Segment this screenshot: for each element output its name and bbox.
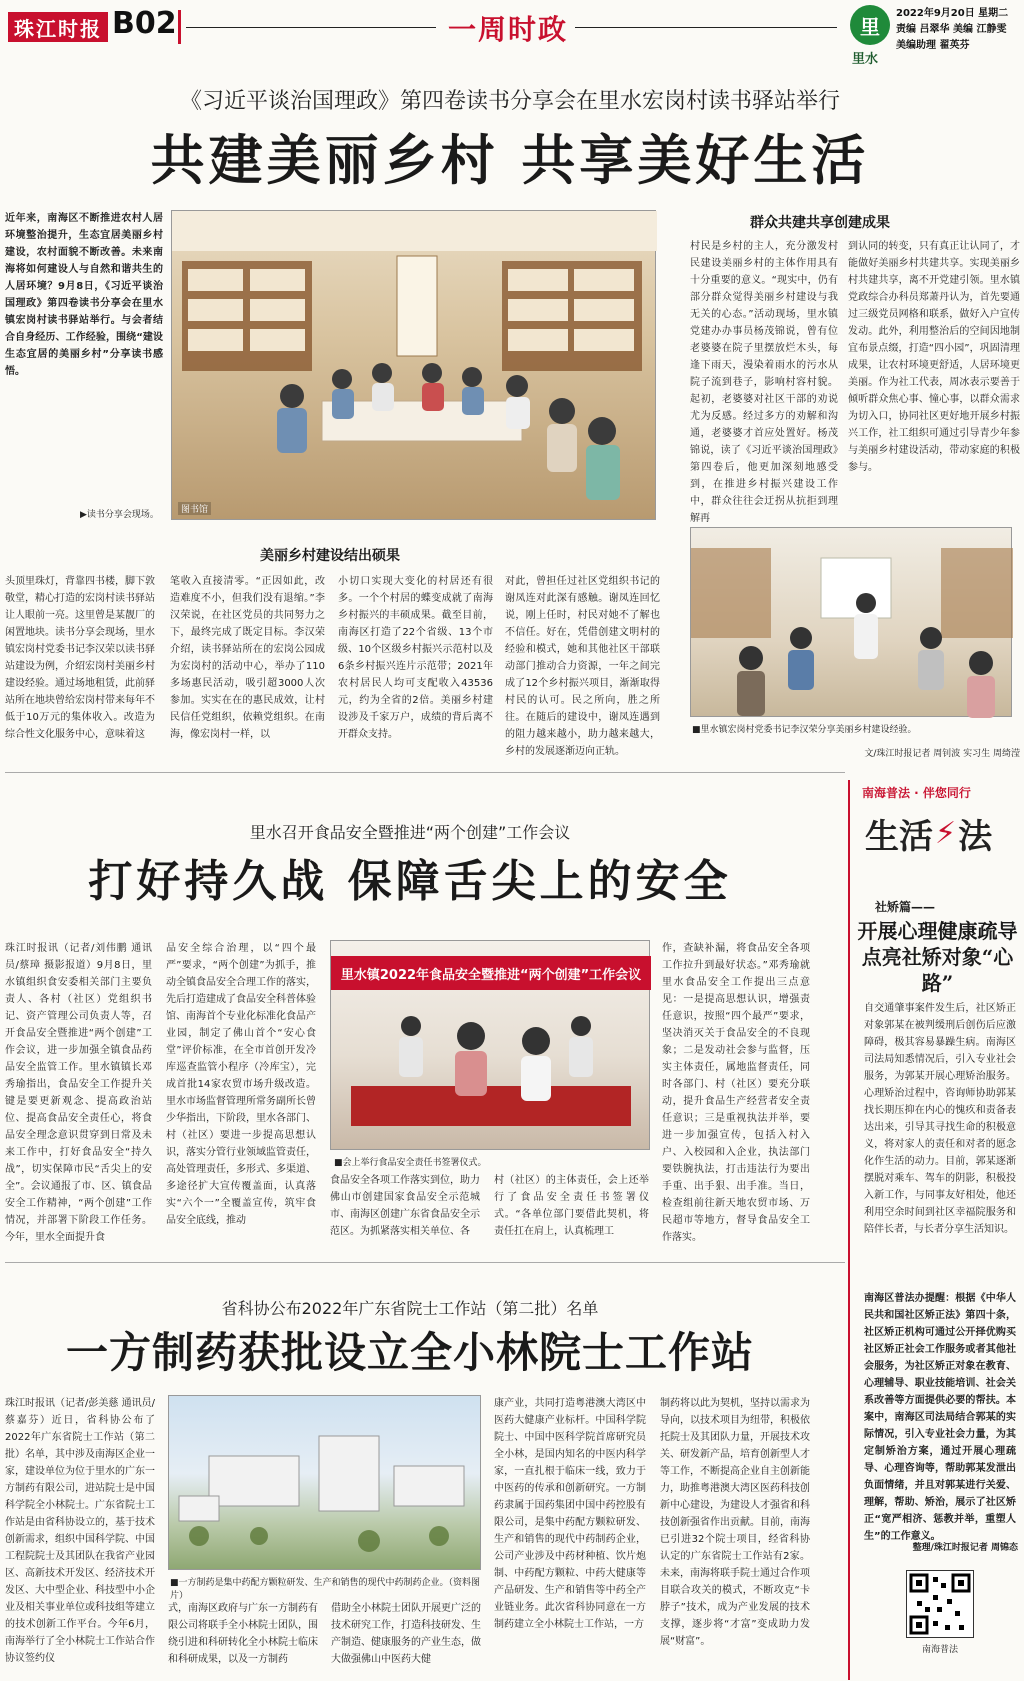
story1-right-subheading: 群众共建共享创建成果 bbox=[750, 215, 890, 231]
reading-session-photo bbox=[171, 210, 656, 520]
section-title: 一周时政 bbox=[448, 13, 569, 46]
signing-ceremony-illustration bbox=[331, 991, 651, 1151]
story3-col3: 康产业，共同打造粤港澳大湾区中医药大健康产业标杆。中国科学院院士、中国中医科学院首席研究员全小林，是国内知名的中医内科学家，一直扎根于临床一线，致力于中医药的传承和创新研究。一方制药隶属于国药集团中国中药控股有限公司，是集中药配方颗粒研发、生产和销售的现代中药制药企业，公司产业涉及中药材种植、饮片炮制、中药配方颗粒、中药大健康等产品研发、生产和销售等中药全产业链业务。此次省科协同意在一方制药建立全小林院士工作站，一方 bbox=[494, 1398, 646, 1630]
factory-campus-illustration bbox=[169, 1396, 482, 1571]
logo-law-text: 法 bbox=[958, 816, 993, 857]
library-sign: 图书馆 bbox=[178, 502, 211, 515]
story2-col2: 品安全综合治理，以“四个最严”要求，“两个创建”为抓手，推动全镇食品安全合理工作的落实，先后打造建成了食品安全科普体验馆、南海首个专业化标准化食品产业园，制定了佛山首个“安心食堂”评价标准，在全市首创开发冷库巡查监管小程序（冷库宝），完成首批14家农贸市场升级改造。里水市场监督管理所常务副所长曾少华指出，下阶段，里水各部门、村（社区）要进一步提高思想认识，落实分管行业领域监管责任，高处管理责任，多形式、多渠道、多途径扩大宣传覆盖面，认真落实“六个一”全覆盖宣传，筑牢食品安全底线，推动 bbox=[166, 943, 316, 1226]
reading-room-illustration bbox=[172, 211, 657, 521]
story1-mid-col4: 对此，曾担任过社区党组织书记的谢凤连对此深有感触。谢凤连回忆说，刚上任时，村民对她不了解也不信任。好在，凭借创建文明村的经验和模式，她和其他社区干部联动部门推动合力资源，一年之间完成了12个乡村振兴项目，渐渐取得村民的认可。民之所向，胜之所往。在随后的建设中，谢凤连遇到的阻力越来越小，助力越来越大，乡村的发展逐渐迈向正轨。 bbox=[505, 576, 660, 757]
qr-caption: 南海普法 bbox=[921, 1645, 958, 1655]
food-safety-photo-caption: ■会上举行食品安全责任书签署仪式。 bbox=[334, 1158, 487, 1168]
photo1-caption: ▶读书分享会现场。 bbox=[80, 510, 159, 520]
issue-date: 2022年9月20日 星期二 bbox=[896, 8, 1009, 19]
qr-code-icon[interactable] bbox=[906, 1570, 974, 1638]
food-safety-meeting-photo bbox=[330, 940, 650, 1150]
party-secretary-photo bbox=[690, 527, 1012, 717]
story2-kicker: 里水召开食品安全暨推进“两个创建”工作会议 bbox=[249, 823, 571, 842]
liShui-emblem-icon: 里 bbox=[850, 5, 890, 45]
lightning-icon: ⚡ bbox=[935, 815, 957, 851]
qr-pattern bbox=[907, 1571, 973, 1637]
story2-col3: 食品安全各项工作落实到位，助力佛山市创建国家食品安全示范城市、南海区创建广东省食品安全示范区。为抓紧落实相关单位、各 bbox=[330, 1175, 480, 1237]
story1-byline: 文/珠江时报记者 周钊波 实习生 周绮滢 bbox=[864, 749, 1020, 759]
story1-mid-subheading: 美丽乡村建设结出硕果 bbox=[260, 548, 400, 564]
sidebar-tag: 南海普法 · 伴您同行 bbox=[862, 786, 971, 800]
issue-meta bbox=[896, 6, 1021, 54]
story2-headline: 打好持久战 保障舌尖上的安全 bbox=[88, 856, 732, 907]
story2-col4: 作，查缺补漏，将食品安全各项工作拉升到最好状态。”邓秀瑜就里水食品安全工作提出三点意见：一是提高思想认识，增强责任意识，按照“四个最严”要求，坚决消灭关于食品安全的不良现象；二是发动社会参与监督，压实主体责任，属地监督责任，同时各部门、村（社区）要充分联动，提升食品生产经营者安全责任意识；三是重视执法并举，要进一步加强宣传，包括入村入户、入校园和入企业，执法部门要铁腕执法，打击违法行为要出手重、出手狠、出手准。当日，检查组前往新天地农贸市场、万民超市等地方，督导食品安全工作落实。 bbox=[662, 943, 810, 1243]
assistant-credit: 美编助理 翟英芬 bbox=[896, 40, 970, 51]
story3-col2b: 借助全小林院士团队开展更广泛的技术研究工作，打造科技研发、生产制造、健康服务的产业生态，做大做强佛山中医药大健 bbox=[331, 1603, 481, 1665]
sidebar-credit: 整理/珠江时报记者 周锦态 bbox=[912, 1543, 1018, 1553]
story-divider-2 bbox=[5, 1262, 845, 1263]
story1-mid-col3: 小切口实现大变化的村居还有很多。一个个村居的蝶变成就了南海乡村振兴的丰硕成果。截至目前，南海区打造了22个省级、13个市级、10个区级乡村振兴示范村以及6条乡村振兴连片示范带；2021年农村居民人均可支配收入43536元，约为全省的2倍。美丽乡村建设涉及千家万户，成绩的背后离不开群众支持。 bbox=[338, 576, 493, 740]
page-number: B02 bbox=[112, 6, 177, 41]
story3-kicker: 省科协公布2022年广东省院士工作站（第二批）名单 bbox=[221, 1299, 599, 1318]
story1-mid-col2: 笔收入直接清零。“正因如此，改造难度不小，但我们没有退缩。”李汉荣说，在社区党员的共同努力之下，最终完成了既定目标。李汉荣介绍，读书驿站所在的宏岗公园成为宏岗村的活动中心，举办了110多场惠民活动，吸引超3000人次参加。实实在在的惠民成效，让村民信任党组织，依赖党组织。在南海，像宏岗村一样，以 bbox=[170, 576, 325, 740]
story3-col1: 珠江时报讯（记者/彭美慈 通讯员/蔡嘉芬）近日，省科协公布了2022年广东省院士工作站（第二批）名单，其中涉及南海区企业一家，建设单位为位于里水的广东一方制药有限公司，进站院士是中国科学院全小林院士。广东省院士工作站是由省科协设立的，基于技术创新需求，组织中国科学院、中国工程院院士及其团队在我省产业园区、高新技术开发区、经济技术开发区、大中型企业、科技型中小企业及相关事业单位或科技组等建立的技术创新工作平台。今年6月，南海举行了全小林院士工作站合作协议签约仪 bbox=[5, 1398, 155, 1664]
story1-right-col1: 村民是乡村的主人，充分激发村民建设美丽乡村的主体作用具有十分重要的意义。“现实中，仍有部分群众觉得美丽乡村建设与我无关的心态。”活动现场，里水镇党建办办事员杨茂锦说，曾有位老婆婆在院子里摆放烂木头，每逢下雨天，漫染着雨水的污水从院子流到巷子，影响村容村貌。起初，老婆婆对社区干部的劝说尤为反感。经过多方的劝解和沟通，老婆婆才首应处置好。杨茂锦说，读了《习近平谈治国理政》第四卷后，他更加深刻地感受到，在推进乡村振兴建设工作中，群众往往会迂拐从抗拒到理解再 bbox=[690, 241, 838, 524]
masthead-rule-left bbox=[186, 27, 436, 28]
sidebar-headline: 开展心理健康疏导 点亮社矫对象“心路” bbox=[857, 919, 1018, 995]
meeting-banner: 里水镇2022年食品安全暨推进“两个创建”工作会议 bbox=[331, 956, 651, 990]
story1-headline: 共建美丽乡村 共享美好生活 bbox=[150, 128, 870, 192]
editor-credit: 责编 吕翠华 美编 江静雯 bbox=[896, 24, 1007, 35]
story3-col4: 制药将以此为契机，坚持以需求为导向，以技术项目为纽带，积极依托院士及其团队力量，开展技术攻关、研发新产品，培育创新型人才等工作，不断提高企业自主创新能力，助推粤港澳大湾区医药科技创新中心建设，为建设人才强省和科技创新强省作出贡献。目前，南海已引进32个院士项目，经省科协认定的广东省院士工作站有2家。未来，南海将联手院士通过合作项目联合攻关的模式，不断攻克“卡脖子”技术，成为产业发展的技术支撑，逐步将“才富”变成助力发展“财富”。 bbox=[660, 1398, 810, 1647]
story1-mid-col1: 头顶里珠灯，背靠四书楼，脚下敦敬堂，精心打造的宏岗村读书驿站让人眼前一亮。这里曾是某靓厂的闲置地块。读书分享会现场，里水镇宏岗村党委书记李汉荣以读书驿站建设为例，介绍宏岗村美丽乡村建设经验。通过场地租赁，此前驿站所在地块曾给宏岗村带来每年不低于10万元的集体收入。改造为综合性文化服务中心，意味着这 bbox=[5, 576, 155, 740]
logo-life-text: 生活 bbox=[865, 816, 933, 857]
story3-col2: 式，南海区政府与广东一方制药有限公司将联手全小林院士团队，围绕引进和科研转化全小林院士临床和科研成果，以及一方制药 bbox=[168, 1603, 318, 1665]
emblem-name: 里水 bbox=[852, 52, 879, 67]
story1-right-col2: 到认同的转变，只有真正让认同了，才能做好美丽乡村共建共享。实现美丽乡村共建共享，离不开党建引领。里水镇党政综合办科员郑萧丹认为，首先要通过三级党员网格和联系，做好入户宣传发动。此外，利用整治后的空间因地制宜布景点缀，打造“四小园”，巩固清理成果，让农村环境更舒适，人居环境更美丽。作为社工代表，周冰表示要善于倾听群众焦心事、憧心事，以群众需求为切入口，协同社区更好地开展乡村振兴工作，社工组织可通过引导青少年参与美丽乡村建设活动，带动家庭的积极参与。 bbox=[848, 241, 1020, 473]
photo2-caption: ■里水镇宏岗村党委书记李汉荣分享美丽乡村建设经验。 bbox=[692, 725, 917, 735]
story1-kicker: 《习近平谈治国理政》第四卷读书分享会在里水宏岗村读书驿站举行 bbox=[179, 89, 840, 114]
pharma-photo-caption: ■一方制药是集中药配方颗粒研发、生产和销售的现代中药制药企业。（资料图片） bbox=[170, 1578, 481, 1601]
yifang-pharma-aerial-photo bbox=[168, 1395, 481, 1570]
story2-col1: 珠江时报讯（记者/刘伟鹏 通讯员/蔡璋 摄影报道）9月8日，里水镇组织食安委相关部门主要负责人、各村（社区）党组织书记、资产管理公司负责人等，召开食品安全暨推进“两个创建”工作会议，进一步加强全镇食品药品安全监管工作。里水镇镇长邓秀瑜指出，食品安全工作提升关键是要更新观念、提高政治站位、提高食品安全责任心，将食品安全理念意识贯穿到日常及未来工作中，打好食品安全“持久战”，切实保障市民“舌尖上的安全”。会议通报了市、区、镇食品安全工作精神，“两个创建”工作情况，并部署下阶段工作任务。今年，里水全面提升食 bbox=[5, 943, 152, 1243]
newspaper-logo: 珠江时报 bbox=[8, 12, 108, 42]
masthead-rule-right bbox=[575, 27, 837, 28]
story2-col3b: 村（社区）的主体责任，会上还举行了食品安全责任书签署仪式。“各单位部门要借此契机，将责任扛在肩上，认真梳理工 bbox=[494, 1175, 649, 1237]
sidebar-tips: 南海区普法办提醒：根据《中华人民共和国社区矫正法》第四十条，社区矫正机构可通过公开择优购买社区矫正社会工作服务或者其他社会服务，为社区矫正对象在教育、心理辅导、职业技能培训、社会关系改善等方面提供必要的帮扶。本案中，南海区司法局结合郭某的实际情况，引入专业社会力量，为其定制矫治方案，通过开展心理疏导、心理咨询等，帮助郭某发泄出负面情绪，并且对郭某进行关爱、理解，帮助、矫治，展示了社区矫正“宽严相济、惩教并举，重塑人生”的工作意义。 bbox=[864, 1293, 1016, 1542]
life-law-logo bbox=[865, 808, 1015, 858]
story1-lead: 近年来，南海区不断推进农村人居环境整治提升，生态宜居美丽乡村建设，农村面貌不断改善。未来南海将如何建设人与自然和谐共生的人居环境？9月8日，《习近平谈治国理政》第四卷读书分享会在里水镇宏岗村读书驿站举行。与会者结合自身经历、工作经验，围绕“建设生态宜居的美丽乡村”分享读书感悟。 bbox=[5, 213, 163, 377]
sharing-speaker-illustration bbox=[691, 528, 1013, 718]
sidebar-body: 自交通肇事案件发生后，社区矫正对象郭某在被判缓刑后创伤后应激障碍，极其容易暴躁生病。南海区司法局知悉情况后，引入专业社会服务，为郭某开展心理矫治服务。心理矫治过程中，咨询师协助郭某找长期压抑在内心的愧疚和责备表达出来，引导其寻找生命的积极意义，将对家人的责任和对者的愿念化作生活的动力。目前，郭某逐渐摆脱对乘车、驾车的阴影，积极投入新工作，与同事友好相处，他还利用空余时间到社区幸福院服务和陪伴长者，与长者分享生活知识。 bbox=[864, 1003, 1016, 1235]
sidebar-series: 社矫篇—— bbox=[875, 900, 936, 914]
story-divider-1 bbox=[5, 772, 845, 773]
story3-headline: 一方制药获批设立全小林院士工作站 bbox=[65, 1328, 754, 1377]
red-divider bbox=[178, 10, 181, 44]
